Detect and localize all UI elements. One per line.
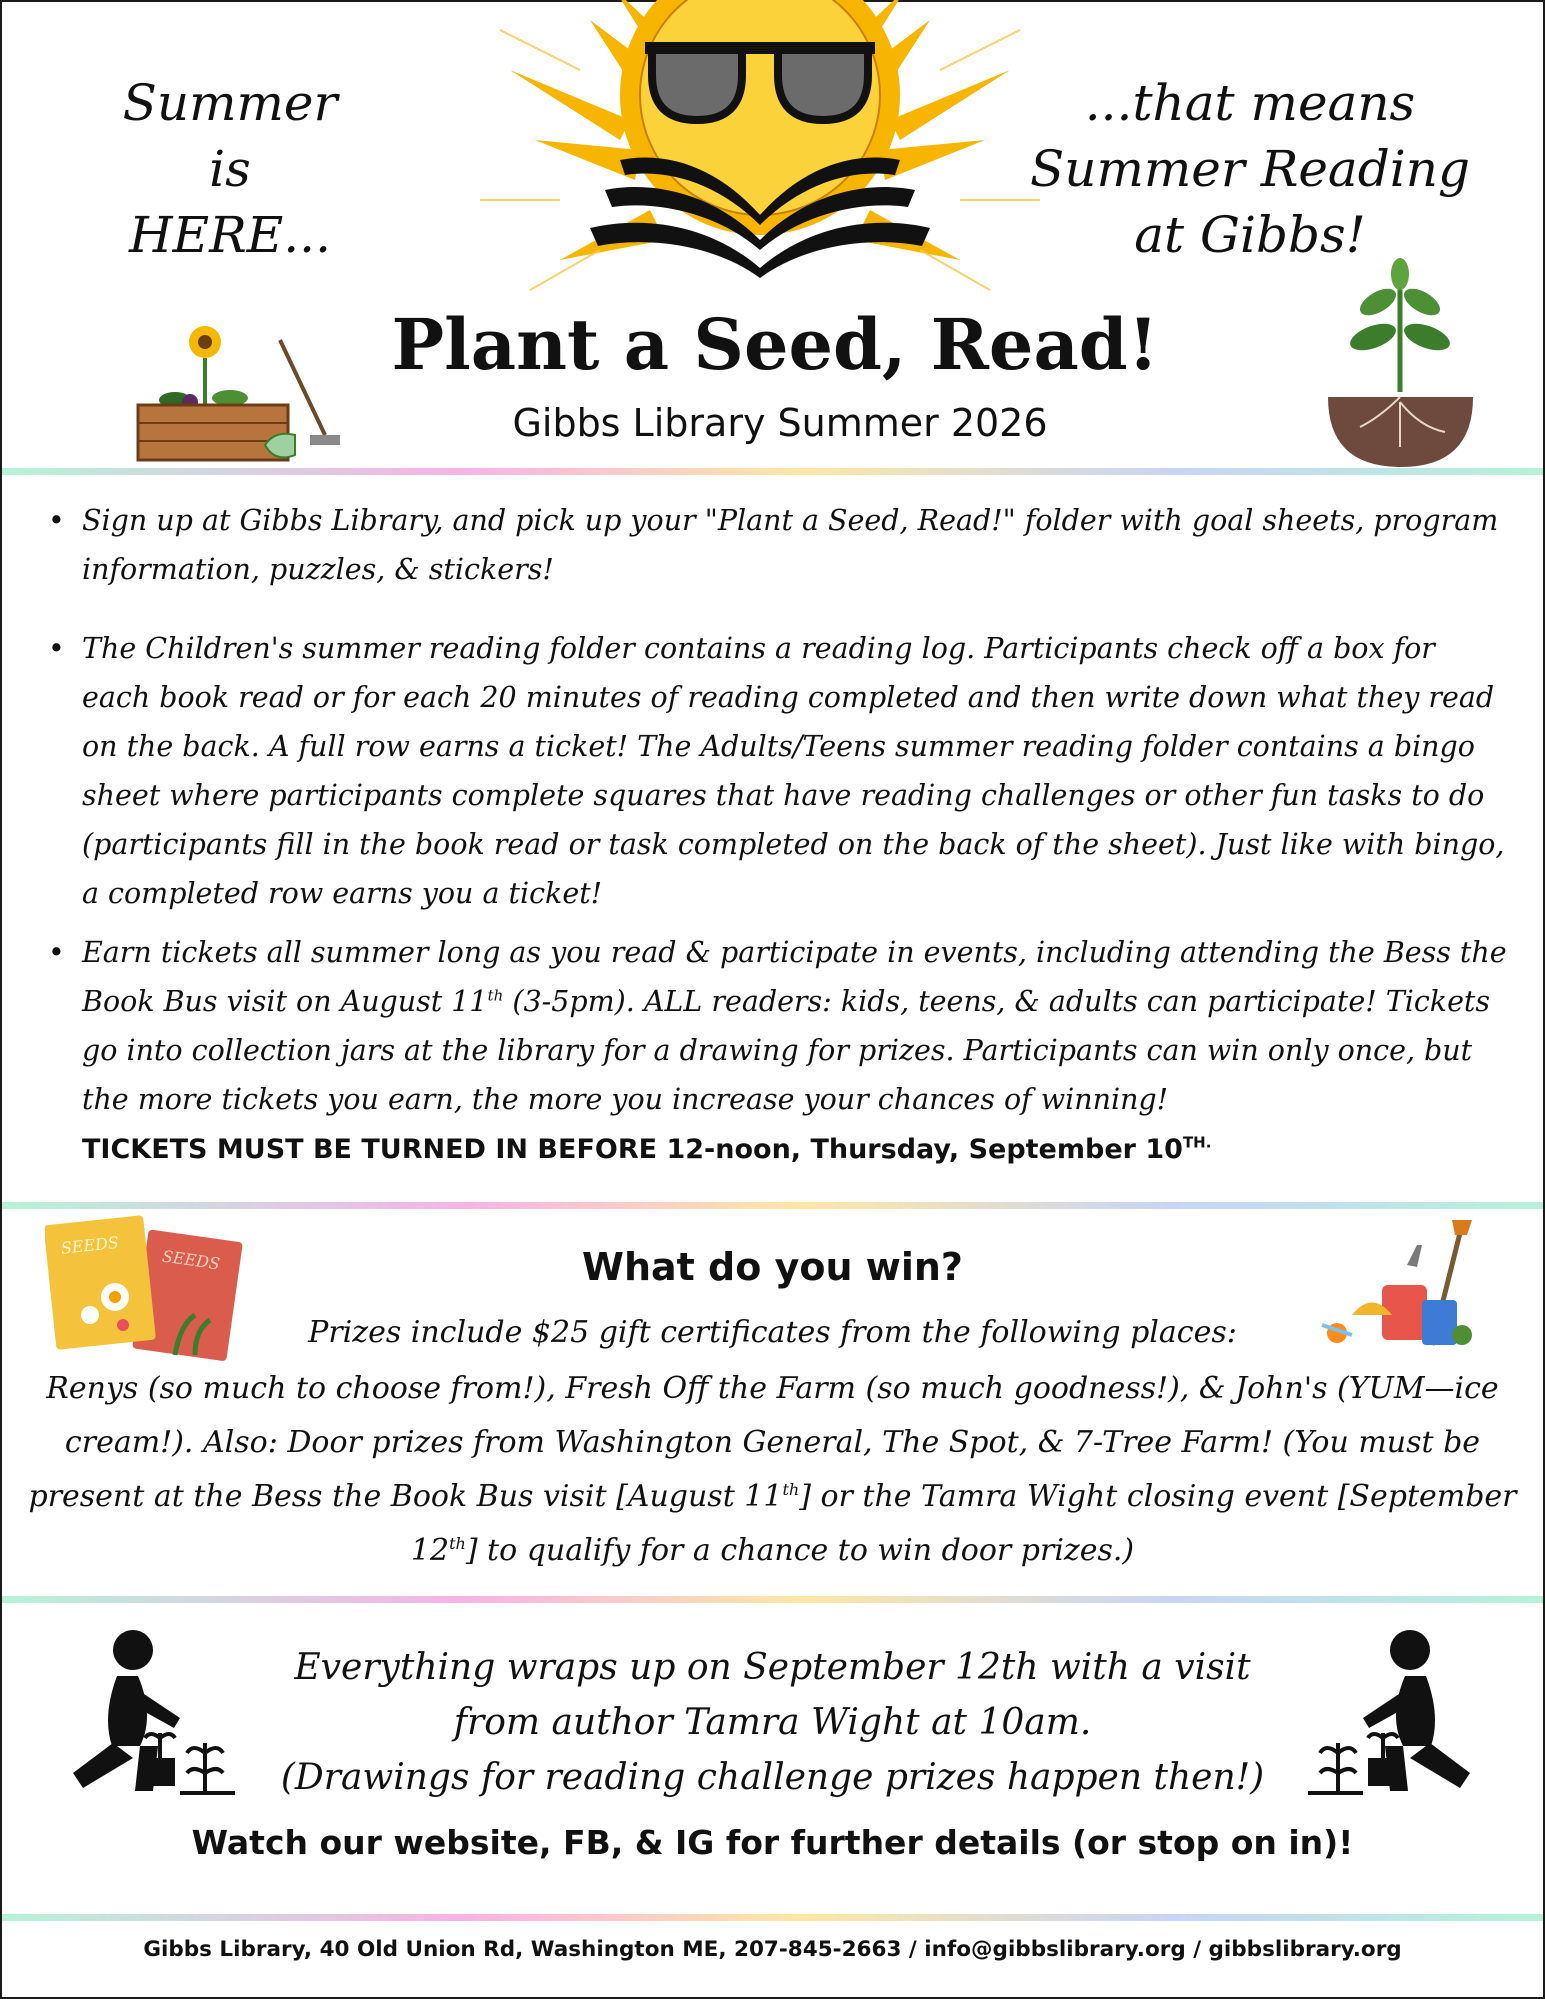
- right-line-1: ...that means: [1084, 74, 1416, 132]
- bullet-signup-text: Sign up at Gibbs Library, and pick up your "Plant a Seed, Read!" folder with goal sheets, program information, puzzles, & stickers!: [82, 504, 1499, 586]
- prizes-sup-2: th: [449, 1534, 466, 1553]
- info-bullets: [42, 496, 1512, 1174]
- gardener-planting-icon: [55, 1628, 235, 1798]
- bullet-earn-text-1: Earn tickets all summer long as you read & participate in events, including attending the Bess the Book Bus visit on August 11: [82, 936, 1507, 1018]
- left-line-1: Summer: [122, 74, 338, 132]
- garden-bed-icon: [130, 310, 345, 470]
- left-line-3: HERE...: [129, 206, 331, 264]
- prizes-body-3: ] to qualify for a chance to win door prizes.): [465, 1533, 1135, 1568]
- left-line-2: is: [209, 140, 251, 198]
- bullet-reading-log: [42, 624, 1512, 918]
- watch-website-note: Watch our website, FB, & IG for further details (or stop on in)!: [191, 1823, 1354, 1862]
- divider-lower: [2, 1596, 1543, 1603]
- wrapup-announcement: [210, 1640, 1335, 1805]
- gardener-planting-icon: [1308, 1628, 1488, 1798]
- bullet-earn-sup: th: [487, 986, 504, 1005]
- prizes-body-2: ] or the Tamra Wight closing event [September 12: [410, 1479, 1517, 1568]
- summer-reading-at-gibbs-text: [1000, 70, 1500, 268]
- prizes-heading: What do you win?: [582, 1245, 963, 1289]
- ticket-deadline-sup: TH.: [1182, 1133, 1212, 1152]
- divider-footer: [2, 1914, 1543, 1921]
- bullet-reading-log-text: The Children's summer reading folder contains a reading log. Participants check off a box for each book read or for each 20 minutes of reading completed and then write down what they read on the back. A full row earns a ticket! The Adults/Teens summer reading folder contains a bingo sheet where participants complete squares that have reading challenges or other fun tasks to do (participants fill in the book read or task completed on the back of the sheet). Just like with bingo, a completed row earns you a ticket!: [82, 632, 1505, 910]
- wrapup-line-3: (Drawings for reading challenge prizes happen then!): [280, 1757, 1265, 1798]
- right-line-3: at Gibbs!: [1134, 206, 1366, 264]
- bullet-earn-text-2: (3-5pm). ALL readers: kids, teens, & adults can participate! Tickets go into collection jars at the library for a drawing for prizes. Participants can win only once, but the more tickets you earn, the more you increase your chances of winning!: [82, 985, 1491, 1116]
- sun-with-sunglasses-icon: [440, 0, 1080, 300]
- divider-middle: [2, 1202, 1543, 1209]
- wrapup-line-1: Everything wraps up on September 12th with a visit: [294, 1647, 1251, 1688]
- seed-packet-label-front: SEEDS: [59, 1232, 120, 1258]
- page-title: Plant a Seed, Read!: [391, 303, 1159, 386]
- wrapup-line-2: from author Tamra Wight at 10am.: [453, 1702, 1092, 1743]
- prizes-body: [18, 1362, 1527, 1578]
- divider-top: [2, 468, 1543, 475]
- bullet-earn-tickets: [42, 928, 1512, 1174]
- footer-contact: Gibbs Library, 40 Old Union Rd, Washington ME, 207-845-2663 / info@gibbslibrary.org / gibbslibrary.org: [143, 1937, 1402, 1962]
- prizes-body-1: Renys (so much to choose from!), Fresh Off the Farm (so much goodness!), & John's (YUM—ice cream!). Also: Door prizes from Washington General, The Spot, & 7-Tree Farm! (You must be present at the Bess the Book Bus visit [August 11: [28, 1371, 1499, 1514]
- ticket-deadline: TICKETS MUST BE TURNED IN BEFORE 12-noon, Thursday, September 10: [82, 1134, 1183, 1165]
- prizes-sup-1: th: [782, 1480, 800, 1499]
- page-subtitle: Gibbs Library Summer 2026: [512, 401, 1048, 445]
- garden-tools-icon: [1312, 1215, 1492, 1365]
- right-line-2: Summer Reading: [1030, 140, 1470, 198]
- seed-packet-label-back: SEEDS: [160, 1246, 222, 1274]
- prizes-intro: Prizes include $25 gift certificates from the following places:: [308, 1315, 1237, 1350]
- summer-is-here-text: [85, 70, 375, 268]
- sprout-with-roots-icon: [1318, 252, 1483, 472]
- seed-packets-icon: [45, 1215, 245, 1365]
- bullet-signup: [42, 496, 1512, 594]
